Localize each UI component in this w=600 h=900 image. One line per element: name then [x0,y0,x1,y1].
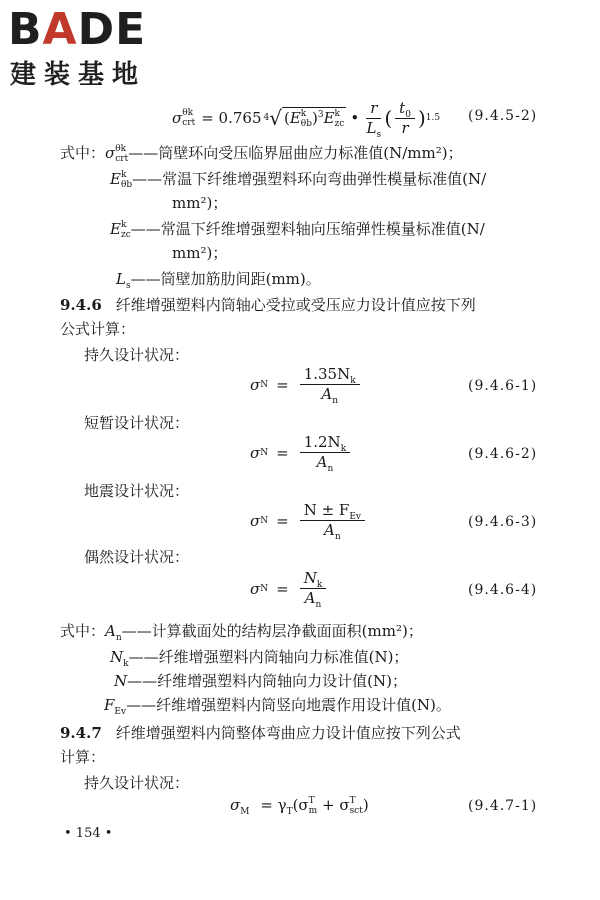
equation-number: (9.4.6-1) [468,378,538,394]
definition-item: E k θb ——常温下纤维增强塑料环向弯曲弹性模量标准值(N/ [110,170,487,190]
definition-item: N——纤维增强塑料内筒轴向力设计值(N)； [114,672,407,690]
definition-continuation: mm²)； [172,244,228,262]
logo-latin-text: BADE [8,4,147,55]
section-947-line2: 计算： [60,748,106,766]
case-label: 短暂设计状况： [84,414,190,432]
logo-chinese-text: 建装基地 [10,60,147,90]
definition-item: $N_k——$纤维增强塑料内筒轴向力标准值(N)； [110,648,409,669]
formula-9-4-6-3: σ N = $\frac{N \pm F_{Ev}}{A_n}$ [250,502,368,539]
definition-item: $F_{Ev}——$纤维增强塑料内筒竖向地震作用设计值(N)。 [104,696,451,717]
definition-item: E k zc ——常温下纤维增强塑料轴向压缩弹性模量标准值(N/ [110,220,485,240]
formula-9-4-5-2: σ θk crt = 0.765 4 √ (E k θb )$^3$E k zc • $\frac{r}{L_s}$ ( $\frac{t_0}{r}$ ) 1.5 [172,98,441,140]
case-label: 地震设计状况： [84,482,190,500]
case-label: 持久设计状况： [84,346,190,364]
formula-9-4-6-1: σ N = $\frac{1.35N_k}{A_n}$ [250,366,363,403]
case-label: 持久设计状况： [84,774,190,792]
definition-item: 式中：σ θk crt ——筒壁环向受压临界屈曲应力标准值(N/mm²)； [60,144,463,164]
definition-item: 式中：$A_n——$计算截面处的结构层净截面面积(mm²)； [60,622,423,643]
page-number: • 154 • [64,826,113,841]
equation-number: (9.4.7-1) [468,798,538,814]
definition-item: $L_s——$筒壁加筋肋间距(mm)。 [116,270,321,291]
formula-9-4-6-2: σ N = $\frac{1.2N_k}{A_n}$ [250,434,353,471]
section-946-heading: 9.4.6 纤维增强塑料内筒轴心受拉或受压应力设计值应按下列 [60,296,476,314]
publisher-logo [8,4,188,92]
section-947-heading: 9.4.7 纤维增强塑料内筒整体弯曲应力设计值应按下列公式 [60,724,461,742]
definition-continuation: mm²)； [172,194,228,212]
equation-number: (9.4.6-4) [468,582,538,598]
formula-9-4-6-4: σ N = $\frac{N_k}{A_n}$ [250,570,329,607]
formula-9-4-7-1: $\sigma_M = \gamma_T(\sigma$ T m + σ T sct ) [230,796,369,817]
equation-number: (9.4.5-2) [468,108,538,124]
equation-number: (9.4.6-2) [468,446,538,462]
equation-number: (9.4.6-3) [468,514,538,530]
case-label: 偶然设计状况： [84,548,190,566]
section-946-line2: 公式计算： [60,320,136,338]
